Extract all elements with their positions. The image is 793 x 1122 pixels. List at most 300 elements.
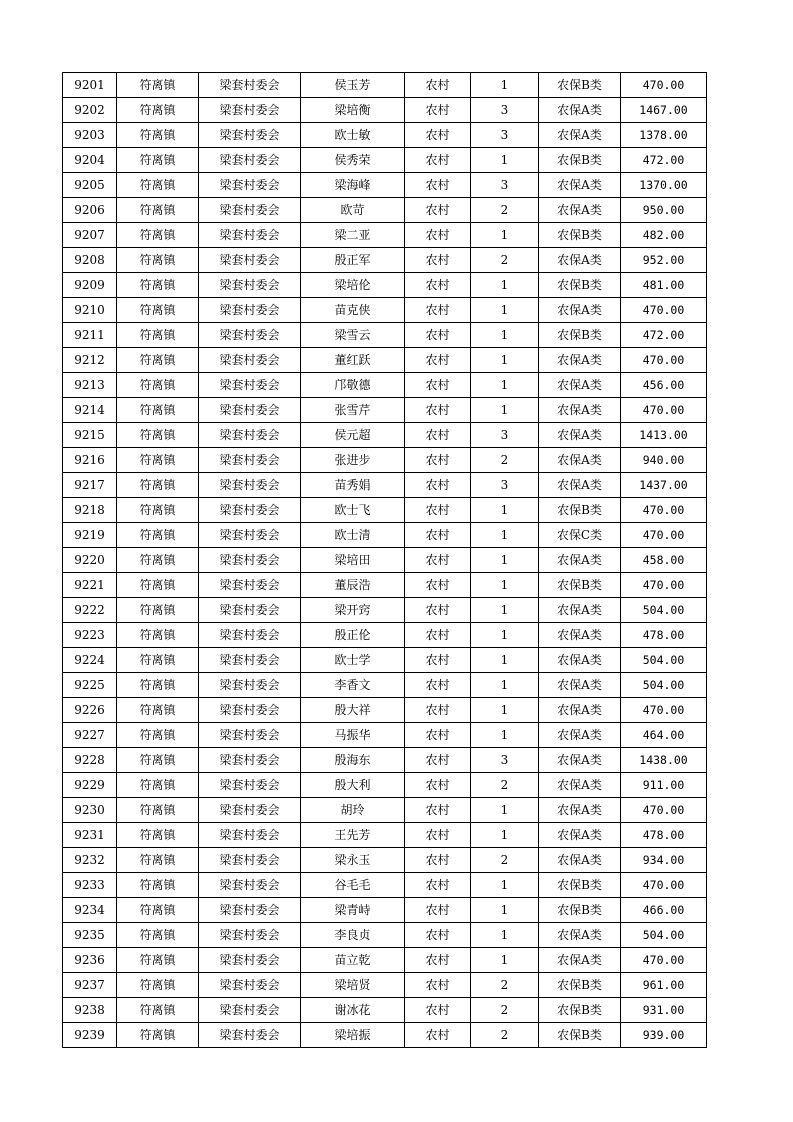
cell-persons: 1 <box>471 598 539 623</box>
cell-name: 董辰浩 <box>301 573 405 598</box>
cell-name: 苗克侠 <box>301 298 405 323</box>
cell-category: 农保A类 <box>539 173 621 198</box>
cell-category: 农保A类 <box>539 398 621 423</box>
cell-amount: 478.00 <box>621 623 707 648</box>
cell-amount: 458.00 <box>621 548 707 573</box>
table-row <box>63 1023 707 1048</box>
cell-persons: 1 <box>471 373 539 398</box>
cell-amount: 470.00 <box>621 948 707 973</box>
cell-name: 马振华 <box>301 723 405 748</box>
table-row <box>63 273 707 298</box>
cell-persons: 3 <box>471 473 539 498</box>
cell-id: 9206 <box>63 198 117 223</box>
cell-id: 9208 <box>63 248 117 273</box>
cell-id: 9239 <box>63 1023 117 1048</box>
cell-town: 符离镇 <box>117 473 199 498</box>
cell-residence: 农村 <box>405 673 471 698</box>
table-row <box>63 548 707 573</box>
cell-name: 梁海峰 <box>301 173 405 198</box>
cell-amount: 470.00 <box>621 523 707 548</box>
cell-town: 符离镇 <box>117 898 199 923</box>
cell-category: 农保A类 <box>539 673 621 698</box>
cell-town: 符离镇 <box>117 373 199 398</box>
cell-village: 梁套村委会 <box>199 548 301 573</box>
cell-town: 符离镇 <box>117 448 199 473</box>
cell-id: 9218 <box>63 498 117 523</box>
cell-amount: 504.00 <box>621 673 707 698</box>
cell-name: 梁永玉 <box>301 848 405 873</box>
table-row <box>63 673 707 698</box>
cell-name: 李良贞 <box>301 923 405 948</box>
cell-category: 农保A类 <box>539 123 621 148</box>
cell-town: 符离镇 <box>117 498 199 523</box>
cell-name: 邝敬德 <box>301 373 405 398</box>
cell-name: 梁培振 <box>301 1023 405 1048</box>
cell-residence: 农村 <box>405 798 471 823</box>
table-row <box>63 898 707 923</box>
table-row <box>63 923 707 948</box>
cell-category: 农保A类 <box>539 373 621 398</box>
cell-amount: 1413.00 <box>621 423 707 448</box>
cell-residence: 农村 <box>405 623 471 648</box>
cell-name: 苗秀娟 <box>301 473 405 498</box>
cell-category: 农保A类 <box>539 773 621 798</box>
cell-village: 梁套村委会 <box>199 948 301 973</box>
cell-residence: 农村 <box>405 223 471 248</box>
table-row <box>63 248 707 273</box>
cell-village: 梁套村委会 <box>199 323 301 348</box>
cell-category: 农保A类 <box>539 798 621 823</box>
cell-category: 农保A类 <box>539 198 621 223</box>
cell-name: 殷大利 <box>301 773 405 798</box>
cell-category: 农保C类 <box>539 523 621 548</box>
cell-persons: 1 <box>471 923 539 948</box>
cell-residence: 农村 <box>405 573 471 598</box>
cell-persons: 1 <box>471 698 539 723</box>
cell-town: 符离镇 <box>117 623 199 648</box>
cell-persons: 1 <box>471 648 539 673</box>
cell-residence: 农村 <box>405 473 471 498</box>
cell-persons: 1 <box>471 948 539 973</box>
table-row <box>63 73 707 98</box>
cell-category: 农保A类 <box>539 748 621 773</box>
cell-village: 梁套村委会 <box>199 223 301 248</box>
cell-village: 梁套村委会 <box>199 373 301 398</box>
cell-residence: 农村 <box>405 1023 471 1048</box>
cell-town: 符离镇 <box>117 148 199 173</box>
cell-amount: 1378.00 <box>621 123 707 148</box>
cell-village: 梁套村委会 <box>199 123 301 148</box>
cell-category: 农保A类 <box>539 648 621 673</box>
cell-category: 农保B类 <box>539 973 621 998</box>
cell-category: 农保A类 <box>539 723 621 748</box>
cell-id: 9236 <box>63 948 117 973</box>
cell-id: 9209 <box>63 273 117 298</box>
cell-name: 董红跃 <box>301 348 405 373</box>
cell-town: 符离镇 <box>117 948 199 973</box>
cell-persons: 3 <box>471 173 539 198</box>
cell-name: 王先芳 <box>301 823 405 848</box>
cell-residence: 农村 <box>405 523 471 548</box>
cell-village: 梁套村委会 <box>199 698 301 723</box>
table-row <box>63 723 707 748</box>
cell-amount: 470.00 <box>621 348 707 373</box>
cell-id: 9222 <box>63 598 117 623</box>
cell-persons: 1 <box>471 623 539 648</box>
cell-town: 符离镇 <box>117 873 199 898</box>
cell-id: 9234 <box>63 898 117 923</box>
cell-category: 农保A类 <box>539 423 621 448</box>
cell-residence: 农村 <box>405 723 471 748</box>
cell-id: 9228 <box>63 748 117 773</box>
cell-village: 梁套村委会 <box>199 898 301 923</box>
cell-town: 符离镇 <box>117 298 199 323</box>
cell-town: 符离镇 <box>117 1023 199 1048</box>
table-row <box>63 948 707 973</box>
cell-town: 符离镇 <box>117 848 199 873</box>
cell-name: 梁培伦 <box>301 273 405 298</box>
cell-category: 农保A类 <box>539 348 621 373</box>
cell-amount: 470.00 <box>621 398 707 423</box>
cell-village: 梁套村委会 <box>199 873 301 898</box>
cell-persons: 3 <box>471 423 539 448</box>
cell-residence: 农村 <box>405 373 471 398</box>
cell-amount: 1467.00 <box>621 98 707 123</box>
cell-persons: 1 <box>471 798 539 823</box>
cell-persons: 2 <box>471 448 539 473</box>
cell-name: 侯秀荣 <box>301 148 405 173</box>
cell-name: 李香文 <box>301 673 405 698</box>
cell-category: 农保B类 <box>539 223 621 248</box>
cell-id: 9221 <box>63 573 117 598</box>
cell-village: 梁套村委会 <box>199 923 301 948</box>
cell-category: 农保A类 <box>539 548 621 573</box>
cell-id: 9213 <box>63 373 117 398</box>
cell-persons: 1 <box>471 273 539 298</box>
cell-persons: 3 <box>471 123 539 148</box>
cell-village: 梁套村委会 <box>199 823 301 848</box>
cell-amount: 504.00 <box>621 598 707 623</box>
cell-name: 殷正军 <box>301 248 405 273</box>
cell-persons: 1 <box>471 323 539 348</box>
table-row <box>63 873 707 898</box>
cell-category: 农保A类 <box>539 698 621 723</box>
cell-persons: 2 <box>471 248 539 273</box>
cell-residence: 农村 <box>405 973 471 998</box>
cell-name: 张进步 <box>301 448 405 473</box>
cell-amount: 1370.00 <box>621 173 707 198</box>
cell-village: 梁套村委会 <box>199 773 301 798</box>
table-row <box>63 348 707 373</box>
cell-name: 苗立乾 <box>301 948 405 973</box>
cell-amount: 1438.00 <box>621 748 707 773</box>
cell-town: 符离镇 <box>117 598 199 623</box>
cell-persons: 1 <box>471 398 539 423</box>
cell-id: 9215 <box>63 423 117 448</box>
cell-id: 9214 <box>63 398 117 423</box>
cell-id: 9238 <box>63 998 117 1023</box>
cell-village: 梁套村委会 <box>199 748 301 773</box>
cell-town: 符离镇 <box>117 323 199 348</box>
cell-category: 农保A类 <box>539 598 621 623</box>
cell-town: 符离镇 <box>117 673 199 698</box>
cell-town: 符离镇 <box>117 398 199 423</box>
cell-town: 符离镇 <box>117 923 199 948</box>
cell-persons: 1 <box>471 73 539 98</box>
cell-name: 谷毛毛 <box>301 873 405 898</box>
cell-residence: 农村 <box>405 123 471 148</box>
cell-village: 梁套村委会 <box>199 73 301 98</box>
table-row <box>63 523 707 548</box>
cell-amount: 470.00 <box>621 498 707 523</box>
cell-amount: 940.00 <box>621 448 707 473</box>
cell-village: 梁套村委会 <box>199 1023 301 1048</box>
cell-amount: 470.00 <box>621 573 707 598</box>
cell-name: 梁培田 <box>301 548 405 573</box>
cell-persons: 2 <box>471 973 539 998</box>
cell-id: 9216 <box>63 448 117 473</box>
cell-amount: 466.00 <box>621 898 707 923</box>
cell-village: 梁套村委会 <box>199 298 301 323</box>
cell-town: 符离镇 <box>117 523 199 548</box>
cell-name: 梁培衡 <box>301 98 405 123</box>
cell-village: 梁套村委会 <box>199 673 301 698</box>
cell-id: 9224 <box>63 648 117 673</box>
table-row <box>63 973 707 998</box>
cell-village: 梁套村委会 <box>199 423 301 448</box>
cell-town: 符离镇 <box>117 273 199 298</box>
cell-persons: 1 <box>471 873 539 898</box>
cell-persons: 3 <box>471 748 539 773</box>
cell-persons: 2 <box>471 998 539 1023</box>
cell-id: 9217 <box>63 473 117 498</box>
table-row <box>63 98 707 123</box>
cell-amount: 482.00 <box>621 223 707 248</box>
cell-village: 梁套村委会 <box>199 448 301 473</box>
cell-residence: 农村 <box>405 98 471 123</box>
cell-village: 梁套村委会 <box>199 98 301 123</box>
roster-table <box>62 72 707 1048</box>
cell-residence: 农村 <box>405 923 471 948</box>
cell-amount: 952.00 <box>621 248 707 273</box>
cell-village: 梁套村委会 <box>199 148 301 173</box>
table-row <box>63 198 707 223</box>
cell-amount: 456.00 <box>621 373 707 398</box>
cell-category: 农保A类 <box>539 848 621 873</box>
cell-amount: 1437.00 <box>621 473 707 498</box>
table-row <box>63 848 707 873</box>
cell-amount: 470.00 <box>621 873 707 898</box>
cell-persons: 1 <box>471 673 539 698</box>
cell-town: 符离镇 <box>117 748 199 773</box>
cell-id: 9233 <box>63 873 117 898</box>
cell-name: 殷大祥 <box>301 698 405 723</box>
cell-amount: 934.00 <box>621 848 707 873</box>
cell-persons: 1 <box>471 348 539 373</box>
table-row <box>63 598 707 623</box>
table-row <box>63 748 707 773</box>
cell-amount: 504.00 <box>621 648 707 673</box>
cell-id: 9211 <box>63 323 117 348</box>
cell-category: 农保B类 <box>539 898 621 923</box>
table-row <box>63 448 707 473</box>
cell-persons: 1 <box>471 223 539 248</box>
table-row <box>63 148 707 173</box>
cell-village: 梁套村委会 <box>199 723 301 748</box>
cell-village: 梁套村委会 <box>199 398 301 423</box>
cell-town: 符离镇 <box>117 98 199 123</box>
cell-id: 9226 <box>63 698 117 723</box>
cell-id: 9205 <box>63 173 117 198</box>
cell-id: 9225 <box>63 673 117 698</box>
cell-residence: 农村 <box>405 348 471 373</box>
table-row <box>63 698 707 723</box>
cell-town: 符离镇 <box>117 423 199 448</box>
table-row <box>63 773 707 798</box>
cell-persons: 1 <box>471 573 539 598</box>
cell-amount: 470.00 <box>621 73 707 98</box>
cell-persons: 2 <box>471 773 539 798</box>
cell-name: 梁二亚 <box>301 223 405 248</box>
cell-persons: 1 <box>471 498 539 523</box>
cell-residence: 农村 <box>405 548 471 573</box>
cell-id: 9207 <box>63 223 117 248</box>
cell-amount: 481.00 <box>621 273 707 298</box>
cell-category: 农保A类 <box>539 948 621 973</box>
cell-amount: 961.00 <box>621 973 707 998</box>
cell-residence: 农村 <box>405 173 471 198</box>
cell-amount: 939.00 <box>621 1023 707 1048</box>
cell-amount: 931.00 <box>621 998 707 1023</box>
cell-category: 农保B类 <box>539 73 621 98</box>
cell-category: 农保A类 <box>539 248 621 273</box>
cell-residence: 农村 <box>405 423 471 448</box>
cell-name: 欧士飞 <box>301 498 405 523</box>
table-body <box>63 73 707 1048</box>
cell-residence: 农村 <box>405 748 471 773</box>
cell-residence: 农村 <box>405 498 471 523</box>
table-row <box>63 623 707 648</box>
cell-name: 侯元超 <box>301 423 405 448</box>
cell-persons: 1 <box>471 723 539 748</box>
cell-category: 农保B类 <box>539 498 621 523</box>
cell-town: 符离镇 <box>117 198 199 223</box>
cell-residence: 农村 <box>405 598 471 623</box>
cell-amount: 470.00 <box>621 298 707 323</box>
cell-residence: 农村 <box>405 948 471 973</box>
cell-category: 农保B类 <box>539 1023 621 1048</box>
cell-category: 农保A类 <box>539 98 621 123</box>
cell-category: 农保A类 <box>539 298 621 323</box>
cell-id: 9237 <box>63 973 117 998</box>
cell-town: 符离镇 <box>117 73 199 98</box>
cell-id: 9219 <box>63 523 117 548</box>
cell-amount: 911.00 <box>621 773 707 798</box>
table-row <box>63 823 707 848</box>
table-row <box>63 398 707 423</box>
cell-category: 农保B类 <box>539 273 621 298</box>
cell-amount: 472.00 <box>621 148 707 173</box>
table-row <box>63 473 707 498</box>
cell-id: 9223 <box>63 623 117 648</box>
cell-persons: 1 <box>471 523 539 548</box>
table-row <box>63 573 707 598</box>
cell-id: 9204 <box>63 148 117 173</box>
cell-category: 农保A类 <box>539 473 621 498</box>
cell-id: 9235 <box>63 923 117 948</box>
cell-residence: 农村 <box>405 848 471 873</box>
cell-village: 梁套村委会 <box>199 623 301 648</box>
cell-persons: 2 <box>471 1023 539 1048</box>
cell-category: 农保A类 <box>539 823 621 848</box>
cell-residence: 农村 <box>405 398 471 423</box>
cell-town: 符离镇 <box>117 248 199 273</box>
cell-name: 欧士清 <box>301 523 405 548</box>
cell-id: 9203 <box>63 123 117 148</box>
cell-name: 欧士敏 <box>301 123 405 148</box>
cell-amount: 464.00 <box>621 723 707 748</box>
cell-name: 梁雪云 <box>301 323 405 348</box>
cell-town: 符离镇 <box>117 348 199 373</box>
cell-persons: 1 <box>471 548 539 573</box>
cell-residence: 农村 <box>405 698 471 723</box>
cell-village: 梁套村委会 <box>199 648 301 673</box>
cell-name: 侯玉芳 <box>301 73 405 98</box>
cell-category: 农保B类 <box>539 148 621 173</box>
cell-town: 符离镇 <box>117 723 199 748</box>
cell-village: 梁套村委会 <box>199 573 301 598</box>
cell-residence: 农村 <box>405 298 471 323</box>
cell-village: 梁套村委会 <box>199 498 301 523</box>
cell-village: 梁套村委会 <box>199 348 301 373</box>
cell-amount: 470.00 <box>621 698 707 723</box>
table-row <box>63 223 707 248</box>
cell-category: 农保A类 <box>539 448 621 473</box>
cell-village: 梁套村委会 <box>199 973 301 998</box>
cell-name: 梁培贤 <box>301 973 405 998</box>
cell-id: 9227 <box>63 723 117 748</box>
cell-persons: 2 <box>471 848 539 873</box>
cell-id: 9230 <box>63 798 117 823</box>
cell-village: 梁套村委会 <box>199 523 301 548</box>
cell-residence: 农村 <box>405 248 471 273</box>
table-row <box>63 648 707 673</box>
cell-town: 符离镇 <box>117 648 199 673</box>
table-row <box>63 298 707 323</box>
cell-category: 农保A类 <box>539 623 621 648</box>
cell-village: 梁套村委会 <box>199 198 301 223</box>
cell-residence: 农村 <box>405 998 471 1023</box>
cell-category: 农保B类 <box>539 573 621 598</box>
table-row <box>63 423 707 448</box>
cell-id: 9229 <box>63 773 117 798</box>
cell-id: 9232 <box>63 848 117 873</box>
cell-category: 农保A类 <box>539 923 621 948</box>
cell-category: 农保B类 <box>539 873 621 898</box>
cell-village: 梁套村委会 <box>199 173 301 198</box>
cell-residence: 农村 <box>405 198 471 223</box>
cell-id: 9210 <box>63 298 117 323</box>
cell-residence: 农村 <box>405 323 471 348</box>
cell-name: 梁开窍 <box>301 598 405 623</box>
cell-village: 梁套村委会 <box>199 248 301 273</box>
cell-town: 符离镇 <box>117 548 199 573</box>
cell-town: 符离镇 <box>117 223 199 248</box>
cell-amount: 470.00 <box>621 798 707 823</box>
cell-village: 梁套村委会 <box>199 998 301 1023</box>
cell-residence: 农村 <box>405 73 471 98</box>
cell-name: 殷海东 <box>301 748 405 773</box>
